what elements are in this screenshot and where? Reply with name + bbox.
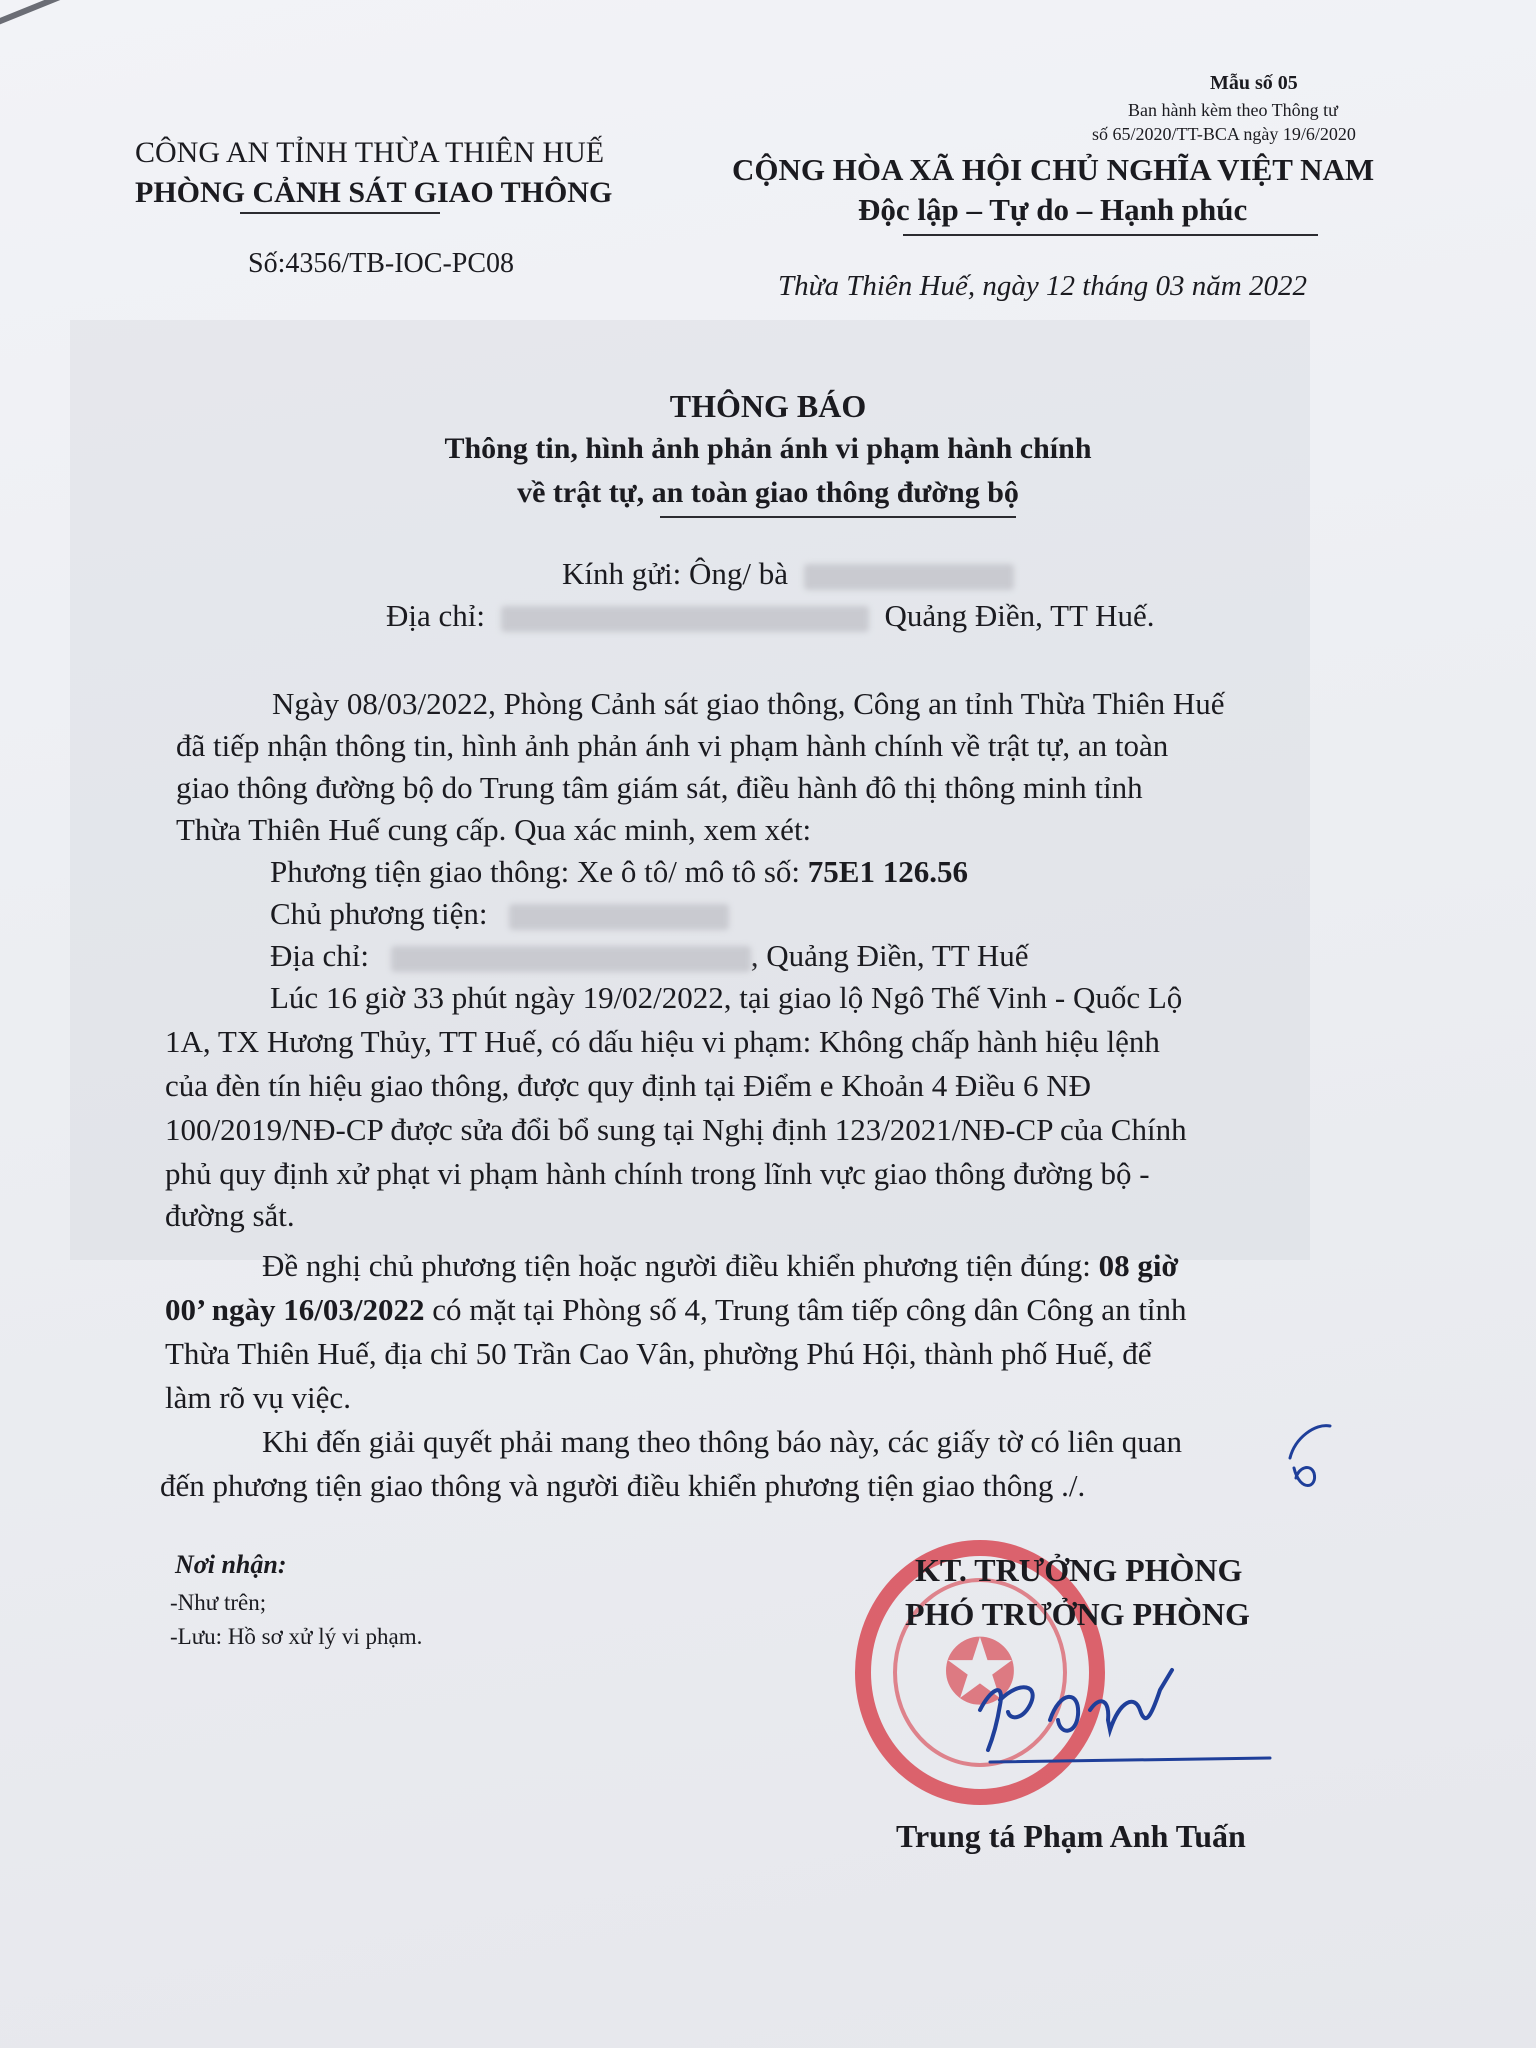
motto-underline [903, 234, 1318, 236]
agency-line1: CÔNG AN TỈNH THỪA THIÊN HUẾ [135, 136, 605, 169]
vehicle-line: Phương tiện giao thông: Xe ô tô/ mô tô số: 75E1 126.56 [270, 854, 968, 889]
appointment-time: 08 giờ [1098, 1248, 1179, 1283]
seal-star-icon: ✪ [942, 1620, 1018, 1725]
body-p2-line1: Lúc 16 giờ 33 phút ngày 19/02/2022, tại giao lộ Ngô Thế Vinh - Quốc Lộ [270, 980, 1183, 1015]
recipients-item-2: -Lưu: Hồ sơ xử lý vi phạm. [170, 1624, 423, 1649]
recipient-address: Địa chỉ: Quảng Điền, TT Huế. [386, 598, 1155, 633]
title-underline [660, 516, 1016, 518]
owner-line: Chủ phương tiện: [270, 896, 729, 932]
body-p1-line3: giao thông đường bộ do Trung tâm giám sát, điều hành đô thị thông minh tỉnh [176, 770, 1143, 805]
signature-role-1: KT. TRƯỞNG PHÒNG [915, 1552, 1243, 1588]
body-p2-line6: đường sắt. [165, 1198, 295, 1233]
agency-underline [240, 212, 440, 214]
form-issued-line2: số 65/2020/TT-BCA ngày 19/6/2020 [1092, 124, 1356, 144]
recipients-item-1: -Như trên; [170, 1590, 267, 1615]
body-p1-line1: Ngày 08/03/2022, Phòng Cảnh sát giao thông, Công an tỉnh Thừa Thiên Huế [272, 686, 1225, 721]
notice-subtitle-2: về trật tự, an toàn giao thông đường bộ [517, 476, 1019, 509]
nation-line1: CỘNG HÒA XÃ HỘI CHỦ NGHĨA VIỆT NAM [732, 152, 1375, 187]
body-p1-line2: đã tiếp nhận thông tin, hình ảnh phản ánh vi phạm hành chính về trật tự, an toàn [176, 728, 1169, 763]
body-p4-line1: Khi đến giải quyết phải mang theo thông báo này, các giấy tờ có liên quan [262, 1424, 1183, 1459]
handwritten-signature [960, 1650, 1290, 1790]
redacted-name [804, 564, 1014, 590]
agency-line2: PHÒNG CẢNH SÁT GIAO THÔNG [135, 176, 613, 209]
nation-motto: Độc lập – Tự do – Hạnh phúc [858, 192, 1248, 227]
vehicle-plate: 75E1 126.56 [807, 854, 968, 889]
appointment-date: 00’ ngày 16/03/2022 [165, 1292, 425, 1327]
date-place: Thừa Thiên Huế, ngày 12 tháng 03 năm 2022 [778, 270, 1307, 302]
corner-scratch [0, 0, 68, 27]
body-p4-line2: đến phương tiện giao thông và người điều khiển phương tiện giao thông ./. [160, 1468, 1086, 1503]
signature-role-2: PHÓ TRƯỞNG PHÒNG [905, 1596, 1250, 1632]
owner-address-line: Địa chỉ: , Quảng Điền, TT Huế [270, 938, 1029, 973]
notice-title: THÔNG BÁO [669, 388, 867, 424]
notice-subtitle-1: Thông tin, hình ảnh phản ánh vi phạm hành chính [444, 432, 1092, 465]
body-p3-line1: Đề nghị chủ phương tiện hoặc người điều khiển phương tiện đúng: 08 giờ [262, 1248, 1179, 1283]
form-issued-line1: Ban hành kèm theo Thông tư [1128, 100, 1338, 120]
redacted-owner [509, 904, 729, 930]
recipients-title: Nơi nhận: [175, 1550, 287, 1579]
body-p3-line2: 00’ ngày 16/03/2022 có mặt tại Phòng số 4, Trung tâm tiếp công dân Công an tỉnh [165, 1292, 1187, 1327]
body-p2-line2: 1A, TX Hương Thủy, TT Huế, có dấu hiệu vi phạm: Không chấp hành hiệu lệnh [165, 1024, 1160, 1059]
body-p2-line3: của đèn tín hiệu giao thông, được quy định tại Điểm e Khoản 4 Điều 6 NĐ [165, 1068, 1091, 1103]
body-p2-line4: 100/2019/NĐ-CP được sửa đổi bổ sung tại Nghị định 123/2021/NĐ-CP của Chính [165, 1112, 1187, 1147]
form-number: Mẫu số 05 [1210, 72, 1298, 94]
body-p3-line3: Thừa Thiên Huế, địa chỉ 50 Trần Cao Vân, phường Phú Hội, thành phố Huế, để [165, 1336, 1152, 1371]
body-p2-line5: phủ quy định xử phạt vi phạm hành chính trong lĩnh vực giao thông đường bộ - [165, 1156, 1150, 1191]
body-p3-line4: làm rõ vụ việc. [165, 1380, 351, 1415]
document-number: Số:4356/TB-IOC-PC08 [248, 248, 515, 279]
redacted-address [501, 606, 869, 632]
body-p1-line4: Thừa Thiên Huế cung cấp. Qua xác minh, xem xét: [176, 812, 812, 847]
redacted-owner-address [391, 946, 751, 972]
signer-name: Trung tá Phạm Anh Tuấn [896, 1818, 1246, 1854]
recipient-greeting: Kính gửi: Ông/ bà [562, 556, 1014, 592]
handwritten-mark [1280, 1418, 1340, 1498]
